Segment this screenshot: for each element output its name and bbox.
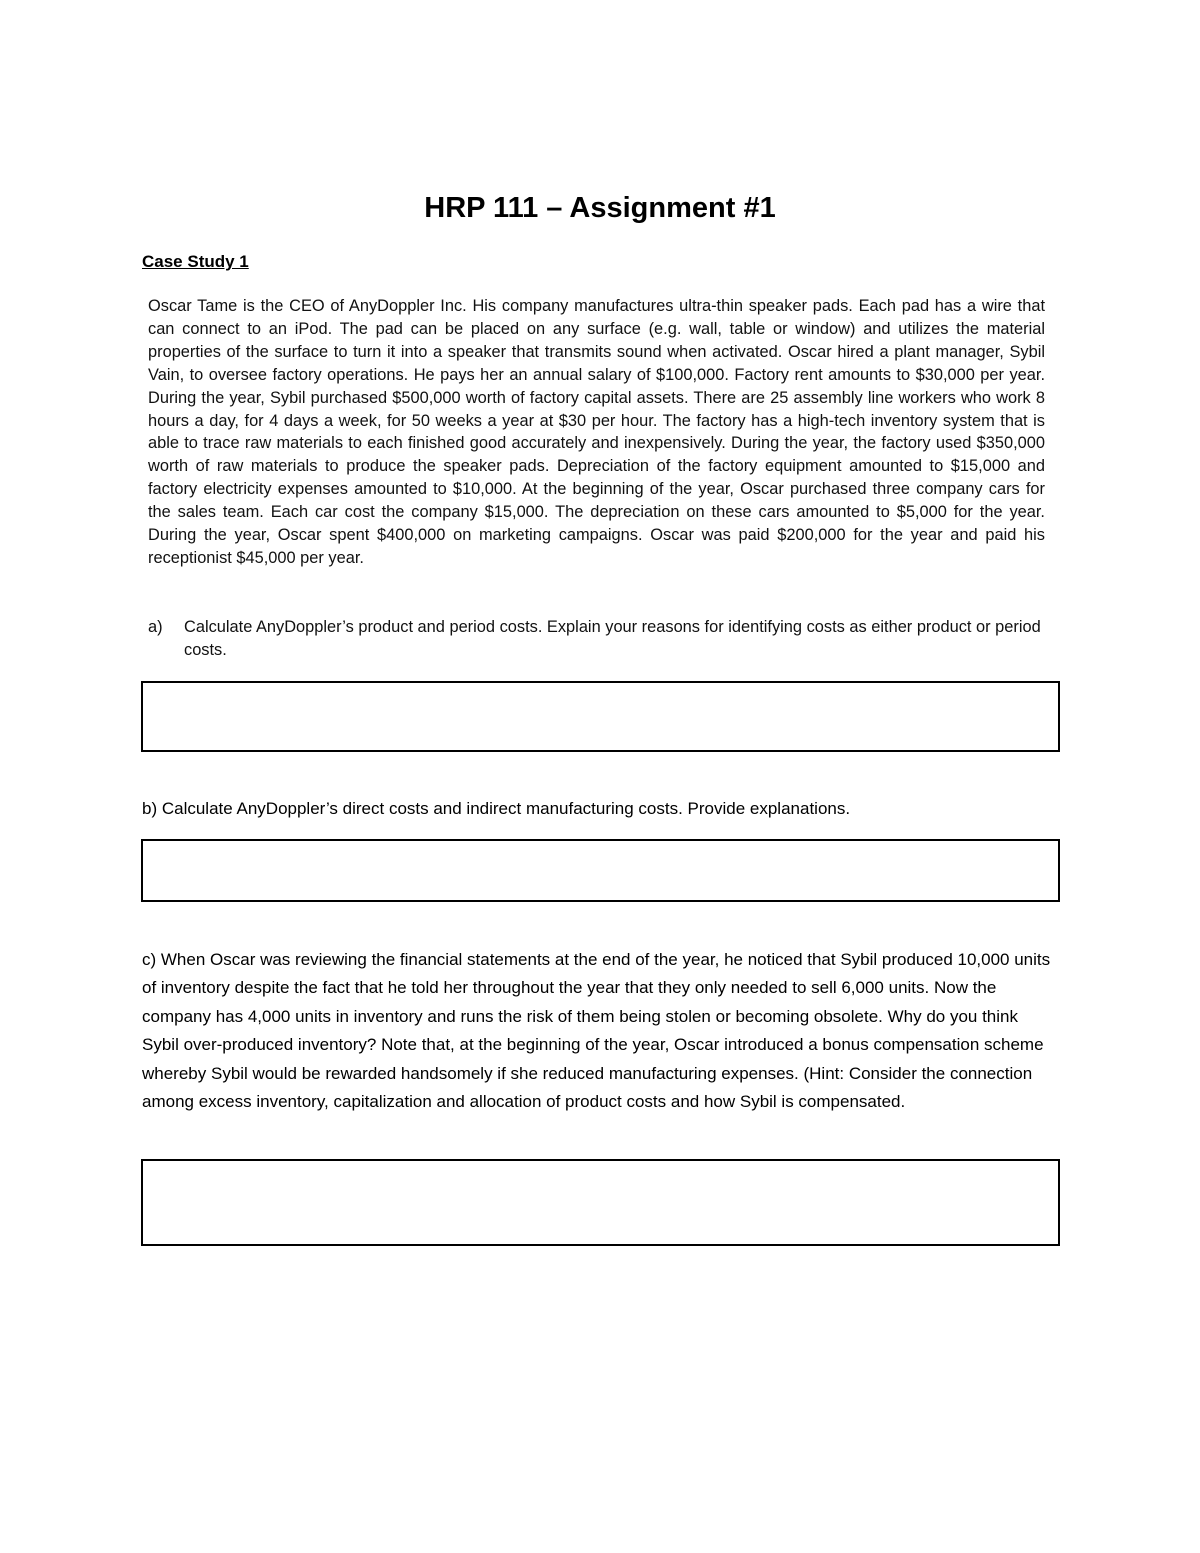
question-a bbox=[148, 616, 1045, 662]
question-c-text: c) When Oscar was reviewing the financial statements at the end of the year, he noticed that Sybil produced 10,000 units of inventory despite the fact that he told her throughout the year that they only needed to sell 6,000 units. Now the company has 4,000 units in inventory and runs the risk of them being stolen or becoming obsolete. Why do you think Sybil over-produced inventory? Note that, at the beginning of the year, Oscar introduced a bonus compensation scheme whereby Sybil would be rewarded handsomely if she reduced manufacturing expenses. (Hint: Consider the connection among excess inventory, capitalization and allocation of product costs and how Sybil is compensated. bbox=[142, 950, 1051, 1112]
question-a-label: a) bbox=[148, 618, 163, 636]
answer-box-b[interactable] bbox=[141, 839, 1060, 902]
document-title: HRP 111 – Assignment #1 bbox=[424, 192, 776, 224]
answer-box-c[interactable] bbox=[141, 1159, 1060, 1246]
question-a-text: Calculate AnyDoppler’s product and period costs. Explain your reasons for identifying costs as either product or period costs. bbox=[184, 618, 1041, 659]
answer-box-a[interactable] bbox=[141, 681, 1060, 752]
case-study-heading: Case Study 1 bbox=[142, 252, 249, 271]
case-study-body: Oscar Tame is the CEO of AnyDoppler Inc. His company manufactures ultra-thin speaker pads. Each pad has a wire that can connect to an iPod. The pad can be placed on any surface (e.g. wall, table or window) and utilizes the material properties of the surface to turn it into a speaker that transmits sound when activated. Oscar hired a plant manager, Sybil Vain, to oversee factory operations. He pays her an annual salary of $100,000. Factory rent amounts to $30,000 per year. During the year, Sybil purchased $500,000 worth of factory capital assets. There are 25 assembly line workers who work 8 hours a day, for 4 days a week, for 50 weeks a year at $30 per hour. The factory has a high-tech inventory system that is able to trace raw materials to each finished good accurately and inexpensively. During the year, the factory used $350,000 worth of raw materials to produce the speaker pads. Depreciation of the factory equipment amounted to $15,000 and factory electricity expenses amounted to $10,000. At the beginning of the year, Oscar purchased three company cars for the sales team. Each car cost the company $15,000. The depreciation on these cars amounted to $5,000 for the year. During the year, Oscar spent $400,000 on marketing campaigns. Oscar was paid $200,000 for the year and paid his receptionist $45,000 per year. bbox=[148, 297, 1045, 567]
question-b-text: b) Calculate AnyDoppler’s direct costs and indirect manufacturing costs. Provide explanations. bbox=[142, 799, 851, 818]
